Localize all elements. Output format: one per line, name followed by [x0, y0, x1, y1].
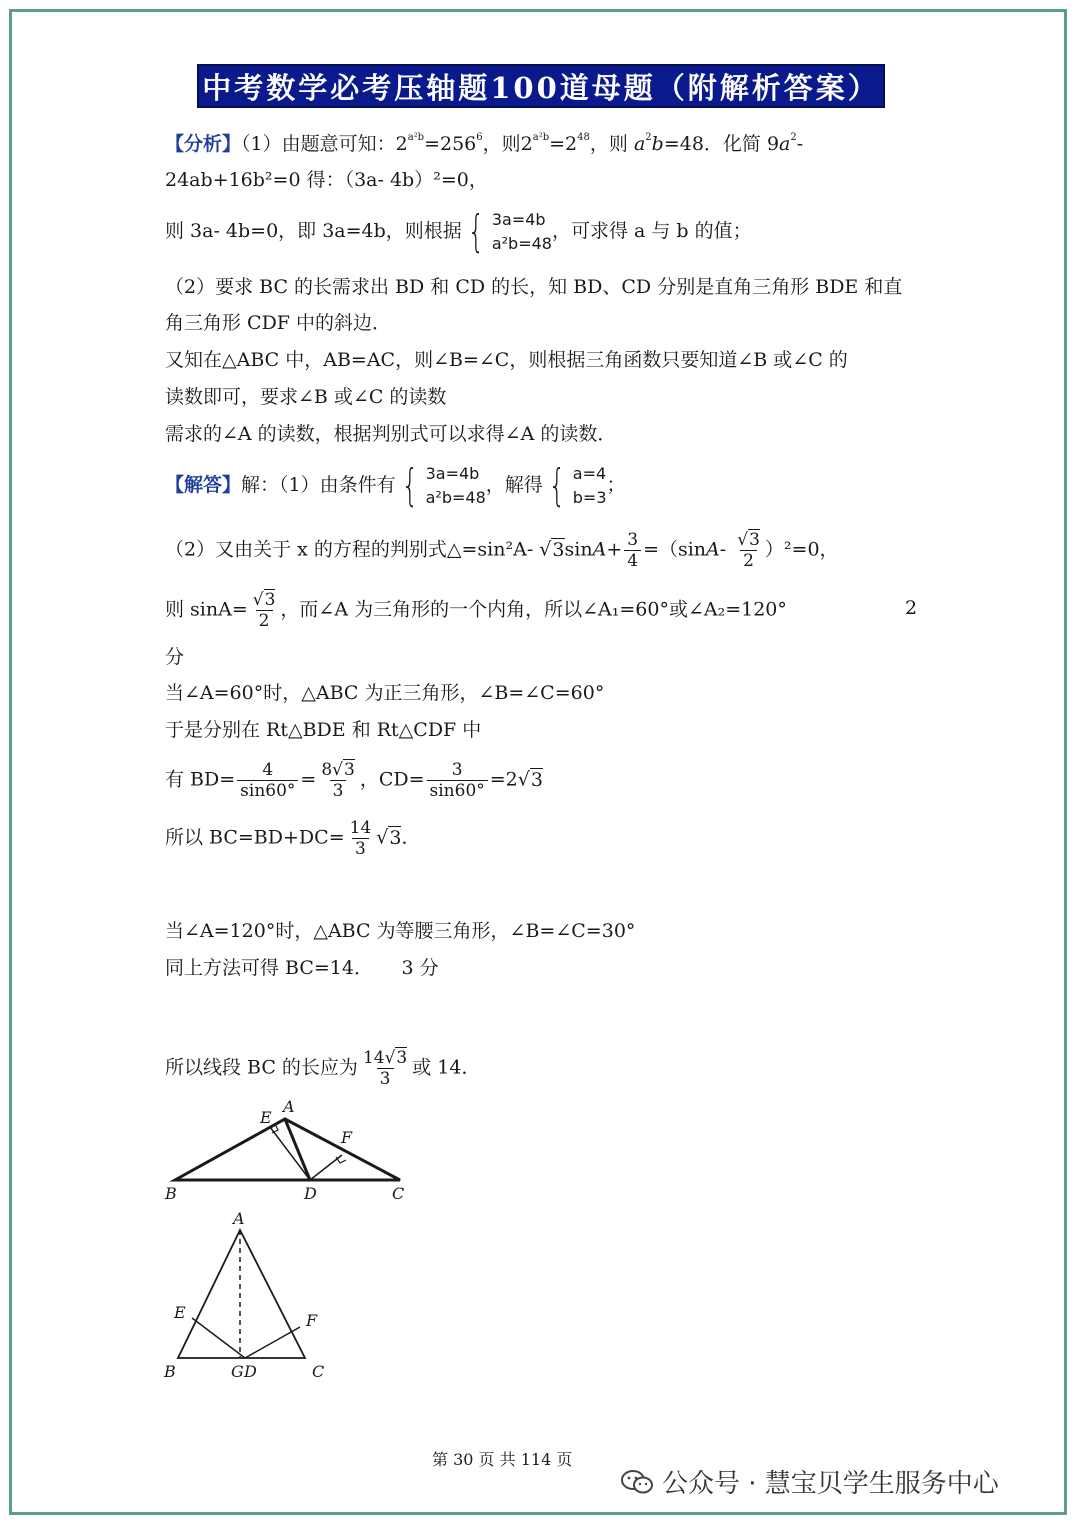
watermark-text: 公众号 · 慧宝贝学生服务中心	[662, 1469, 999, 1499]
fig1-label-F: F	[341, 1128, 353, 1147]
page-title: 中考数学必考压轴题100道母题（附解析答案）	[197, 64, 885, 108]
solution-line-1: 【解答】解：（1）由条件有 { 3a=4b a²b=48 ，解得 { a=4 b=3 ；	[165, 460, 626, 511]
solution-line-6: 有 BD= $\frac{4}{\sin 60^\circ}$ = $\frac{8√3}{3}$ ，CD= $\frac{3}{\sin 60^\circ}$ =2√3	[165, 760, 543, 801]
fig2-label-C: C	[312, 1362, 325, 1381]
solution-line-4: 当∠A=60°时，△ABC 为正三角形，∠B=∠C=60°	[165, 682, 605, 704]
page-number: 第 30 页 共 114 页	[432, 1450, 573, 1469]
analysis-line-6: 又知在△ABC 中，AB=AC，则∠B=∠C，则根据三角函数只要知道∠B 或∠C 的	[165, 349, 848, 371]
fig2-label-D: D	[244, 1362, 257, 1381]
figure-2-triangle	[160, 1205, 340, 1385]
score-2: 2	[905, 597, 918, 619]
solution-line-3: 则 sinA= $\frac{√3}{2}$ ，而∠A 为三角形的一个内角，所以∠A₁=60°或∠A₂=120°	[165, 590, 787, 631]
analysis-tag: 【分析】	[165, 133, 242, 155]
fig2-label-A: A	[233, 1209, 245, 1228]
analysis-line-2: 24ab+16b²=0 得：（3a- 4b）²=0，	[165, 169, 488, 191]
solution-system: { a=4 b=3	[548, 460, 607, 511]
watermark	[620, 1463, 999, 1500]
analysis-line-3: 则 3a- 4b=0，即 3a=4b，则根据 { 3a=4b a²b=48 ，可求得 a 与 b 的值；	[165, 206, 752, 257]
fig1-label-D: D	[304, 1184, 317, 1203]
fig1-label-C: C	[392, 1184, 405, 1203]
figure-1-triangle	[160, 1095, 420, 1210]
solution-line-2: （2）又由关于 x 的方程的判别式△=sin²A- √3sinA+ $\frac{3}{4}$ =（sinA- $\frac{√3}{2}$ ）²=0，	[165, 530, 839, 571]
analysis-line-4: （2）要求 BC 的长需求出 BD 和 CD 的长，知 BD、CD 分别是直角三角形 BDE 和直	[165, 276, 903, 298]
fig1-label-E: E	[260, 1108, 272, 1127]
solution-line-5: 于是分别在 Rt△BDE 和 Rt△CDF 中	[165, 719, 482, 741]
solution-line-9: 同上方法可得 BC=14． 3 分	[165, 957, 439, 979]
equation-system: { 3a=4b a²b=48	[467, 206, 552, 257]
score-2-unit: 分	[165, 646, 185, 668]
fig2-label-B: B	[164, 1362, 176, 1381]
fig1-label-B: B	[165, 1184, 177, 1203]
analysis-line-8: 需求的∠A 的读数，根据判别式可以求得∠A 的读数．	[165, 423, 617, 445]
fig2-label-F: F	[306, 1311, 318, 1330]
analysis-line-1: 【分析】（1）由题意可知：$2^{a^2b}=256^6$，则$2^{a^2b}=2^{48}$，则 $a^2b=48$．化简 $9a^2-$	[165, 132, 804, 155]
solution-line-8: 当∠A=120°时，△ABC 为等腰三角形，∠B=∠C=30°	[165, 920, 636, 942]
solution-tag: 【解答】	[165, 474, 242, 496]
solution-line-10: 所以线段 BC 的长应为 $\frac{14√3}{3}$ 或 14．	[165, 1048, 481, 1089]
wechat-icon	[620, 1469, 654, 1495]
analysis-line-7: 读数即可，要求∠B 或∠C 的读数	[165, 386, 447, 408]
analysis-line-5: 角三角形 CDF 中的斜边．	[165, 312, 392, 334]
fig2-label-G: G	[231, 1362, 244, 1381]
fig1-label-A: A	[283, 1097, 295, 1116]
solution-line-7: 所以 BC=BD+DC= $\frac{14}{3}$ √3．	[165, 818, 421, 859]
fig2-label-E: E	[174, 1303, 186, 1322]
